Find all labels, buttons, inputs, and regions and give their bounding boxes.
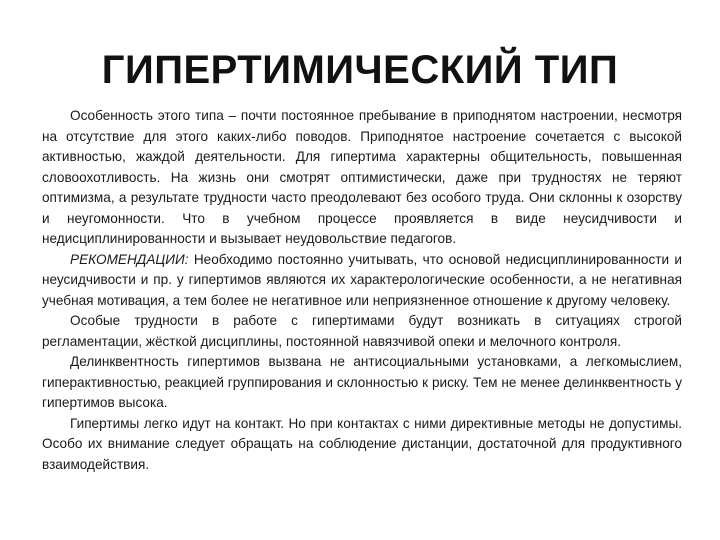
recommendations-label: РЕКОМЕНДАЦИИ: [70, 251, 189, 267]
paragraph-5 [42, 414, 682, 476]
slide-title: ГИПЕРТИМИЧЕСКИЙ ТИП [101, 48, 619, 92]
paragraph-text: Особые трудности в работе с гипертимами будут возникать в ситуациях строгой регламентации, жёсткой дисциплины, постоянной навязчивой опеки и мелочного контроля. [42, 313, 682, 349]
paragraph-4 [42, 352, 682, 414]
paragraph-3 [42, 311, 682, 352]
paragraph-2 [42, 250, 682, 312]
paragraph-text: Гипертимы легко идут на контакт. Но при контактах с ними директивные методы не допустимы. Особо их внимание следует обращать на соблюдение дистанции, достаточной для продуктивного взаимодействия. [42, 415, 682, 472]
paragraph-text: Особенность этого типа – почти постоянное пребывание в приподнятом настроении, несмотря на отсутствие для этого каких-либо поводов. Приподнятое настроение сочетается с высокой активностью, жаждой деятельности. Для гипертима характерны общительность, повышенная словоохотливость. На жизнь они смотрят оптимистически, даже при трудностях не теряют оптимизма, а результате трудности часто преодолевают без особого труда. Они склонны к озорству и неугомонности. Что в учебном процессе проявляется в виде неусидчивости и недисциплинированности и вызывает неудовольствие педагогов. [42, 108, 682, 246]
paragraph-1 [42, 106, 682, 250]
slide-body [42, 106, 682, 475]
paragraph-text: Необходимо постоянно учитывать, что основой недисциплинированности и неусидчивости и пр. у гипертимов являются их характерологические особенности, а не негативная учебная мотивация, а тем более не негативное или неприязненное отношение к другому человеку. [42, 251, 682, 308]
paragraph-text: Делинквентность гипертимов вызвана не антисоциальными установками, а легкомыслием, гиперактивностью, реакцией группирования и склонностью к риску. Тем не менее делинквентность у гипертимов высока. [42, 354, 682, 410]
